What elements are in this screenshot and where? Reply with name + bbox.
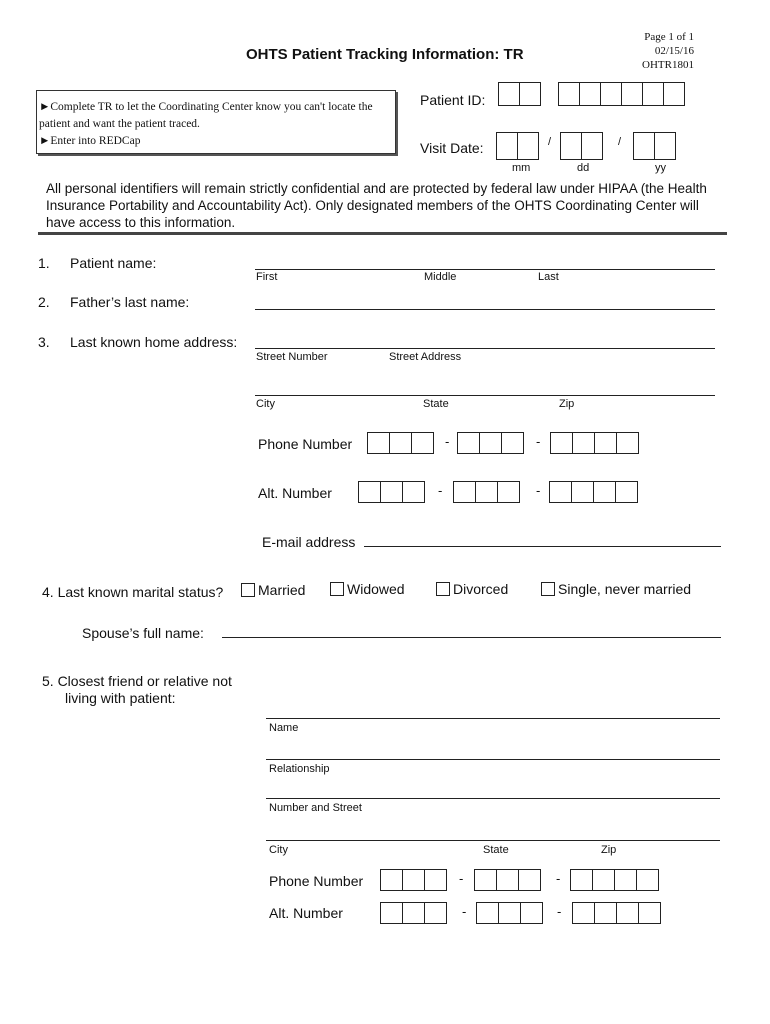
option-label: Single, never married xyxy=(558,581,692,597)
alt-prefix-boxes[interactable] xyxy=(453,481,519,503)
phone-digit[interactable] xyxy=(572,432,595,454)
patient-id-digit[interactable] xyxy=(558,82,580,106)
dash: - xyxy=(536,434,541,449)
street-address-label: Street Address xyxy=(389,351,462,363)
patient-id-digit[interactable] xyxy=(600,82,622,106)
relationship-line[interactable] xyxy=(266,759,720,760)
contact-phone-prefix[interactable] xyxy=(474,869,540,891)
date-digit[interactable] xyxy=(633,132,655,160)
email-label: E-mail address xyxy=(262,534,356,550)
contact-city-label: City xyxy=(269,844,288,856)
contact-phone-line[interactable] xyxy=(570,869,658,891)
date-digit[interactable] xyxy=(496,132,518,160)
phone-digit[interactable] xyxy=(501,432,524,454)
contact-alt-label: Alt. Number xyxy=(269,905,343,921)
contact-phone-label: Phone Number xyxy=(269,873,364,889)
state-label: State xyxy=(423,398,449,410)
phone-digit[interactable] xyxy=(380,902,403,924)
q5-label-2: living with patient: xyxy=(65,690,176,706)
date-digit[interactable] xyxy=(581,132,603,160)
dash: - xyxy=(462,904,467,919)
phone-digit[interactable] xyxy=(592,869,615,891)
dash: - xyxy=(556,871,561,886)
yy-label: yy xyxy=(655,162,666,174)
phone-digit[interactable] xyxy=(358,481,381,503)
phone-digit[interactable] xyxy=(380,481,403,503)
checkbox-married[interactable] xyxy=(241,583,255,597)
phone-digit[interactable] xyxy=(616,432,639,454)
phone-digit[interactable] xyxy=(497,481,520,503)
patient-id-boxes-b[interactable] xyxy=(558,82,684,106)
option-label: Married xyxy=(258,582,306,598)
middle-label: Middle xyxy=(424,271,457,283)
phone-digit[interactable] xyxy=(520,902,543,924)
phone-area-boxes[interactable] xyxy=(367,432,433,454)
last-label: Last xyxy=(538,271,559,283)
marital-option-married[interactable] xyxy=(241,582,305,598)
phone-line-boxes[interactable] xyxy=(550,432,638,454)
contact-alt-area[interactable] xyxy=(380,902,446,924)
dd-label: dd xyxy=(577,162,590,174)
phone-digit[interactable] xyxy=(402,481,425,503)
contact-alt-prefix[interactable] xyxy=(476,902,542,924)
phone-digit[interactable] xyxy=(550,432,573,454)
checkbox-divorced[interactable] xyxy=(436,582,450,596)
q1-label: Patient name: xyxy=(70,255,157,271)
phone-digit[interactable] xyxy=(615,481,638,503)
father-name-line[interactable] xyxy=(255,309,715,310)
alt-area-boxes[interactable] xyxy=(358,481,424,503)
date-digit[interactable] xyxy=(560,132,582,160)
visit-date-mm[interactable] xyxy=(496,132,538,160)
q3-label: Last known home address: xyxy=(70,334,238,350)
phone-digit[interactable] xyxy=(636,869,659,891)
page-number: Page 1 of 1 xyxy=(644,31,694,43)
q3-number: 3. xyxy=(38,334,50,350)
q2-label: Father’s last name: xyxy=(70,294,190,310)
patient-id-digit[interactable] xyxy=(663,82,685,106)
contact-zip-label: Zip xyxy=(601,844,617,856)
phone-digit[interactable] xyxy=(476,902,499,924)
alt-number-label: Alt. Number xyxy=(258,485,332,501)
phone-digit[interactable] xyxy=(570,869,593,891)
patient-id-digit[interactable] xyxy=(519,82,541,106)
phone-digit[interactable] xyxy=(594,432,617,454)
marital-option-single[interactable] xyxy=(541,581,691,597)
divider xyxy=(38,232,727,235)
patient-id-digit[interactable] xyxy=(621,82,643,106)
phone-digit[interactable] xyxy=(593,481,616,503)
instructions-box xyxy=(36,90,396,154)
phone-label: Phone Number xyxy=(258,436,353,452)
city-label: City xyxy=(256,398,275,410)
q4-label: 4. Last known marital status? xyxy=(42,584,224,600)
zip-label: Zip xyxy=(559,398,575,410)
phone-digit[interactable] xyxy=(549,481,572,503)
mm-label: mm xyxy=(512,162,531,174)
street-line[interactable] xyxy=(255,348,715,349)
street-number-label: Street Number xyxy=(256,351,328,363)
option-label: Widowed xyxy=(347,581,405,597)
patient-id-boxes-a[interactable] xyxy=(498,82,540,106)
patient-name-line[interactable] xyxy=(255,269,715,270)
spouse-line[interactable] xyxy=(222,637,721,638)
instruction-2: ►Enter into REDCap xyxy=(39,135,141,147)
email-line[interactable] xyxy=(364,546,721,547)
visit-date-dd[interactable] xyxy=(560,132,602,160)
checkbox-widowed[interactable] xyxy=(330,582,344,596)
phone-digit[interactable] xyxy=(474,869,497,891)
first-label: First xyxy=(256,271,278,283)
contact-name-line[interactable] xyxy=(266,718,720,719)
contact-street-line[interactable] xyxy=(266,798,720,799)
phone-digit[interactable] xyxy=(475,481,498,503)
marital-option-widowed[interactable] xyxy=(330,581,405,597)
phone-digit[interactable] xyxy=(616,902,639,924)
dash: - xyxy=(536,483,541,498)
dash: - xyxy=(557,904,562,919)
spouse-label: Spouse’s full name: xyxy=(82,625,204,641)
phone-digit[interactable] xyxy=(380,869,403,891)
phone-digit[interactable] xyxy=(496,869,519,891)
q5-label-1: 5. Closest friend or relative not xyxy=(42,673,232,689)
form-code: OHTR1801 xyxy=(642,59,694,71)
page-title: OHTS Patient Tracking Information: TR xyxy=(246,46,524,63)
name-label: Name xyxy=(269,722,299,734)
date-slash: / xyxy=(618,136,622,148)
date-digit[interactable] xyxy=(517,132,539,160)
phone-digit[interactable] xyxy=(402,902,425,924)
instruction-1: ►Complete TR to let the Coordinating Center know you can't locate the patient and want the patient traced. xyxy=(39,101,373,130)
phone-digit[interactable] xyxy=(638,902,661,924)
q2-number: 2. xyxy=(38,294,50,310)
patient-id-digit[interactable] xyxy=(642,82,664,106)
confidentiality-statement: All personal identifiers will remain strictly confidential and are protected by federal law under HIPAA (the Health Insurance Portability and Accountability Act). Only designated members of the OHTS Coordinating Center will have access to this information. xyxy=(46,181,707,230)
phone-digit[interactable] xyxy=(424,902,447,924)
phone-digit[interactable] xyxy=(518,869,541,891)
date-slash: / xyxy=(548,136,552,148)
phone-prefix-boxes[interactable] xyxy=(457,432,523,454)
patient-id-label: Patient ID: xyxy=(420,92,486,108)
patient-id-digit[interactable] xyxy=(579,82,601,106)
phone-digit[interactable] xyxy=(479,432,502,454)
phone-digit[interactable] xyxy=(498,902,521,924)
phone-digit[interactable] xyxy=(424,869,447,891)
phone-digit[interactable] xyxy=(457,432,480,454)
marital-option-divorced[interactable] xyxy=(436,581,508,597)
phone-digit[interactable] xyxy=(367,432,390,454)
contact-phone-area[interactable] xyxy=(380,869,446,891)
number-street-label: Number and Street xyxy=(269,802,362,814)
option-label: Divorced xyxy=(453,581,509,597)
contact-city-line[interactable] xyxy=(266,840,720,841)
phone-digit[interactable] xyxy=(571,481,594,503)
visit-date-label: Visit Date: xyxy=(420,140,484,156)
contact-alt-line[interactable] xyxy=(572,902,660,924)
phone-digit[interactable] xyxy=(389,432,412,454)
date-digit[interactable] xyxy=(654,132,676,160)
phone-digit[interactable] xyxy=(411,432,434,454)
city-line[interactable] xyxy=(255,395,715,396)
dash: - xyxy=(459,871,464,886)
phone-digit[interactable] xyxy=(614,869,637,891)
patient-id-digit[interactable] xyxy=(498,82,520,106)
phone-digit[interactable] xyxy=(572,902,595,924)
form-date: 02/15/16 xyxy=(654,45,694,57)
q1-number: 1. xyxy=(38,255,50,271)
phone-digit[interactable] xyxy=(453,481,476,503)
dash: - xyxy=(438,483,443,498)
visit-date-yy[interactable] xyxy=(633,132,675,160)
alt-line-boxes[interactable] xyxy=(549,481,637,503)
contact-state-label: State xyxy=(483,844,509,856)
form-meta xyxy=(642,30,694,72)
phone-digit[interactable] xyxy=(402,869,425,891)
phone-digit[interactable] xyxy=(594,902,617,924)
relationship-label: Relationship xyxy=(269,763,330,775)
checkbox-single[interactable] xyxy=(541,582,555,596)
dash: - xyxy=(445,434,450,449)
